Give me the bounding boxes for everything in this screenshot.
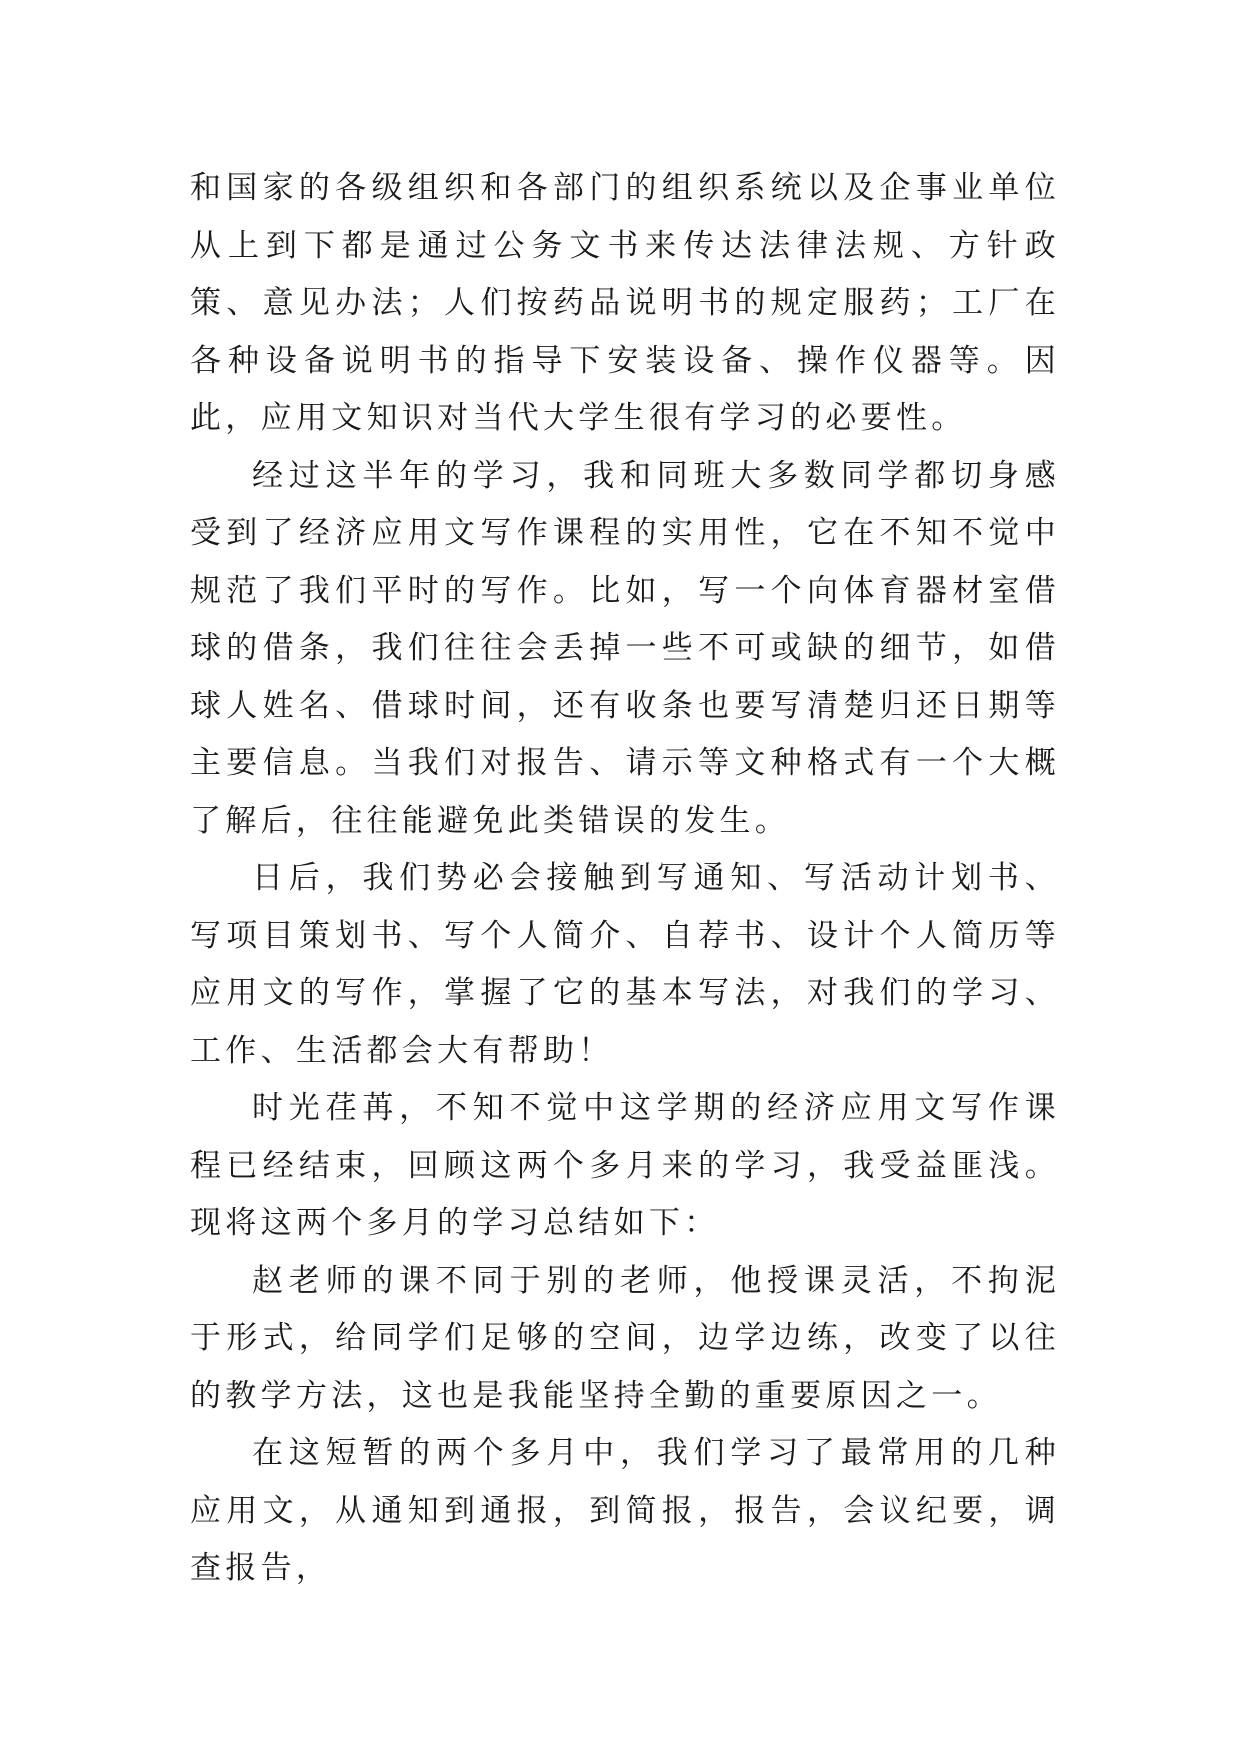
paragraph-3: 日后，我们势必会接触到写通知、写活动计划书、写项目策划书、写个人简介、自荐书、设计个人简历等应用文的写作，掌握了它的基本写法，对我们的学习、工作、生活都会大有帮助！: [190, 860, 1060, 1069]
paragraph-5: 赵老师的课不同于别的老师，他授课灵活，不拘泥于形式，给同学们足够的空间，边学边练，改变了以往的教学方法，这也是我能坚持全勤的重要原因之一。: [190, 1262, 1060, 1414]
paragraph-4: 时光荏苒，不知不觉中这学期的经济应用文写作课程已经结束，回顾这两个多月来的学习，我受益匪浅。现将这两个多月的学习总结如下：: [190, 1090, 1060, 1241]
paragraph-2: 经过这半年的学习，我和同班大多数同学都切身感受到了经济应用文写作课程的实用性，它在不知不觉中规范了我们平时的写作。比如，写一个向体育器材室借球的借条，我们往往会丢掉一些不可或缺的细节，如借球人姓名、借球时间，还有收条也要写清楚归还日期等主要信息。当我们对报告、请示等文种格式有一个大概了解后，往往能避免此类错误的发生。: [190, 457, 1060, 839]
body-text: [190, 160, 1060, 1598]
paragraph-1: 和国家的各级组织和各部门的组织系统以及企事业单位从上到下都是通过公务文书来传达法律法规、方针政策、意见办法；人们按药品说明书的规定服药；工厂在各种设备说明书的指导下安装设备、操作仪器等。因此，应用文知识对当代大学生很有学习的必要性。: [190, 170, 1060, 436]
paragraph-6: 在这短暂的两个多月中，我们学习了最常用的几种应用文，从通知到通报，到简报，报告，会议纪要，调查报告，: [190, 1435, 1060, 1586]
